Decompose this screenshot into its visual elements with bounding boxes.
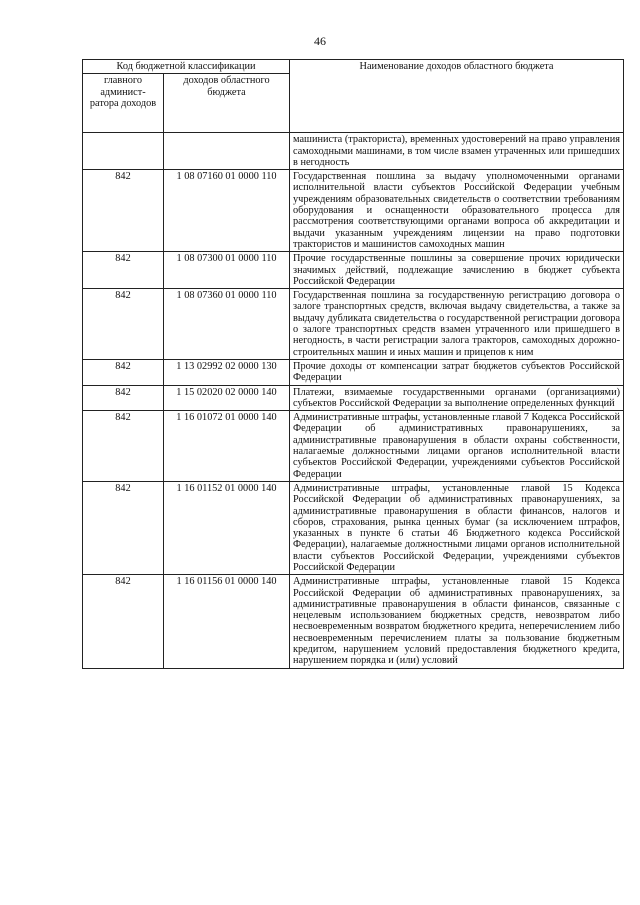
header-code-column: доходов областного бюджета	[164, 74, 290, 133]
revenue-name-cell: Государственная пошлина за выдачу уполномоченными органами исполнительной власти субъектов Российской Федерации учебным учреждениям образовательных свидетельств о соответствии требованиям оборудования и оснащенности образовательного процесса для рассмотрения соответствующими органами вопроса об аккредитации и выдачи указанным учреждениям лицензии на право подготовки трактористов и машинистов самоходных машин	[290, 170, 624, 252]
table-row	[83, 359, 624, 385]
revenue-name-cell: Административные штрафы, установленные главой 15 Кодекса Российской Федерации об административных правонарушениях, за административные правонарушения в области финансов, налогов и сборов, страхования, рынка ценных бумаг (за исключением штрафов, указанных в пункте 6 статьи 46 Бюджетного кодекса Российской Федерации), налагаемые должностными лицами органов исполнительной власти субъектов Российской Федерации, учреждениями субъектов Российской Федерации	[290, 481, 624, 574]
admin-code-cell: 842	[83, 359, 164, 385]
budget-code-cell: 1 16 01152 01 0000 140	[164, 481, 290, 574]
revenue-name-cell: Административные штрафы, установленные главой 15 Кодекса Российской Федерации об административных правонарушениях, за административные правонарушения в области финансов, связанные с нецелевым использованием бюджетных средств, невозвратом либо несвоевременным возвратом бюджетного кредита, неперечислением либо несвоевременным перечислением платы за пользование бюджетным кредитом, нарушением условий предоставления бюджетного кредита, нарушением порядка и (или) условий	[290, 575, 624, 668]
admin-code-cell: 842	[83, 575, 164, 668]
revenue-name-cell: Прочие доходы от компенсации затрат бюджетов субъектов Российской Федерации	[290, 359, 624, 385]
revenue-name-cell: Административные штрафы, установленные главой 7 Кодекса Российской Федерации об административных правонарушениях, за административные правонарушения в области охраны собственности, налагаемые должностными лицами органов исполнительной власти субъектов Российской Федерации, учреждениями субъектов Российской Федерации	[290, 411, 624, 482]
budget-code-cell: 1 08 07300 01 0000 110	[164, 252, 290, 289]
budget-code-cell	[164, 133, 290, 170]
header-group-title: Код бюджетной классификации	[83, 60, 290, 74]
revenue-name-cell: Государственная пошлина за государственную регистрацию договора о залоге транспортных средств, включая выдачу свидетельства, а также за выдачу дубликата свидетельства о государственной регистрации договора о залоге транспортных средств взамен утраченного или пришедшего в негодность, в части регистрации залога тракторов, самоходных дорожно-строительных машин и иных машин и прицепов к ним	[290, 289, 624, 360]
budget-code-cell: 1 16 01156 01 0000 140	[164, 575, 290, 668]
revenue-name-cell: машиниста (тракториста), временных удостоверений на право управления самоходными машинами, в том числе взамен утраченных или пришедших в негодность	[290, 133, 624, 170]
revenue-name-cell: Платежи, взимаемые государственными органами (организациями) субъектов Российской Федерации за выполнение определенных функций	[290, 385, 624, 411]
table-row	[83, 385, 624, 411]
admin-code-cell: 842	[83, 411, 164, 482]
budget-code-cell: 1 13 02992 02 0000 130	[164, 359, 290, 385]
budget-code-cell: 1 08 07160 01 0000 110	[164, 170, 290, 252]
admin-code-cell: 842	[83, 170, 164, 252]
admin-code-cell: 842	[83, 481, 164, 574]
table-row	[83, 133, 624, 170]
header-admin-column: главного админист-ратора доходов	[83, 74, 164, 133]
budget-classification-table	[82, 59, 624, 669]
page-number: 46	[314, 34, 326, 48]
budget-code-cell: 1 16 01072 01 0000 140	[164, 411, 290, 482]
table-row	[83, 411, 624, 482]
revenue-name-cell: Прочие государственные пошлины за совершение прочих юридически значимых действий, подлежащие зачислению в бюджет субъекта Российской Федерации	[290, 252, 624, 289]
table-row	[83, 170, 624, 252]
budget-code-cell: 1 15 02020 02 0000 140	[164, 385, 290, 411]
admin-code-cell	[83, 133, 164, 170]
admin-code-cell: 842	[83, 385, 164, 411]
header-name-column: Наименование доходов областного бюджета	[290, 60, 624, 133]
table-row	[83, 481, 624, 574]
admin-code-cell: 842	[83, 289, 164, 360]
admin-code-cell: 842	[83, 252, 164, 289]
table-row	[83, 575, 624, 668]
table-row	[83, 252, 624, 289]
budget-code-cell: 1 08 07360 01 0000 110	[164, 289, 290, 360]
table-row	[83, 289, 624, 360]
